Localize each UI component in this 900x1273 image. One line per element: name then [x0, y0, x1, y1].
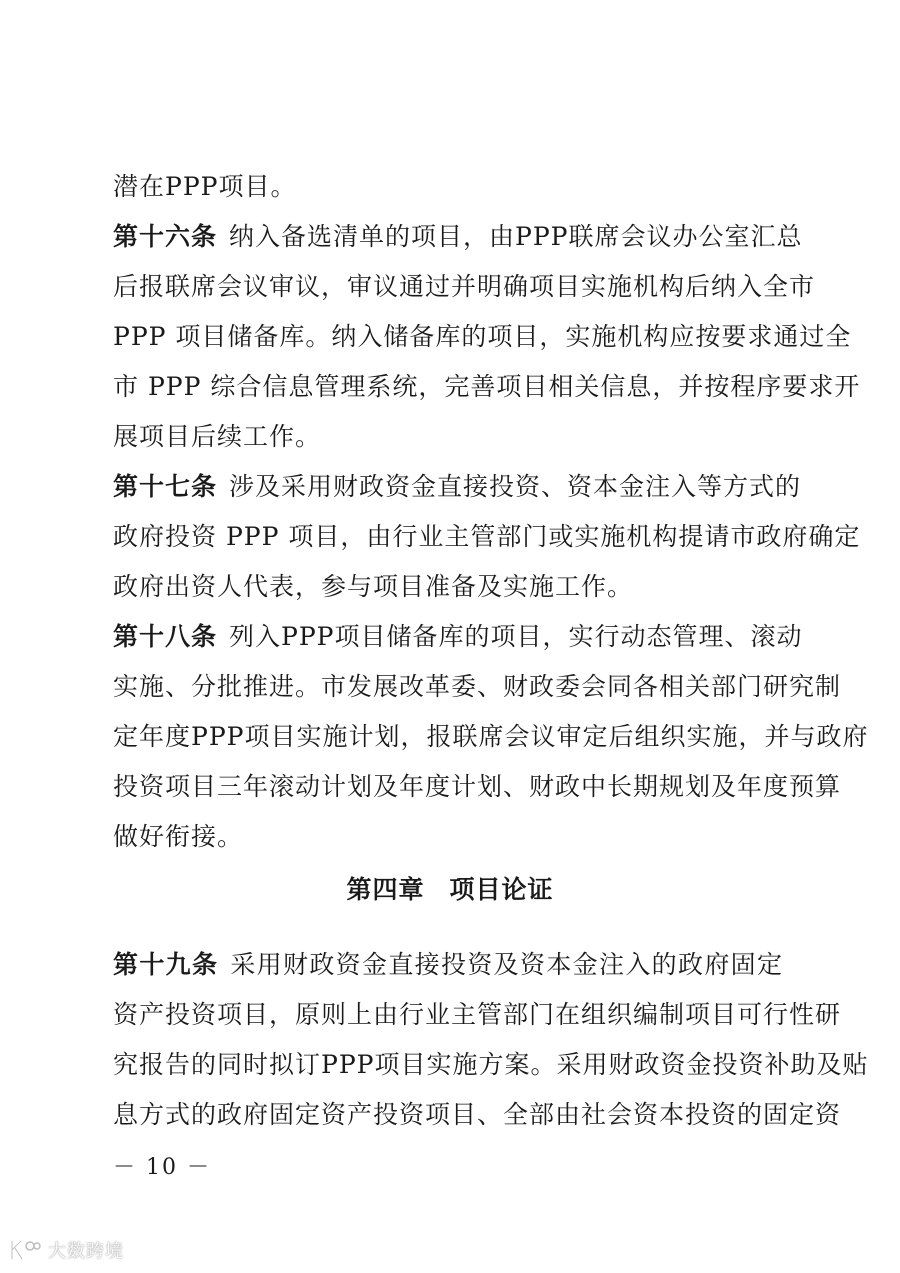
article-18-line: 第十八条 列入PPP项目储备库的项目，实行动态管理、滚动	[113, 622, 803, 651]
text-line: PPP 项目储备库。纳入储备库的项目，实施机构应按要求通过全	[113, 322, 852, 351]
text-line: 资产投资项目，原则上由行业主管部门在组织编制项目可行性研	[113, 1000, 842, 1029]
text-line: 投资项目三年滚动计划及年度计划、财政中长期规划及年度预算	[113, 772, 842, 801]
text-line: 息方式的政府固定资产投资项目、全部由社会资本投资的固定资	[113, 1100, 842, 1129]
text-line: 展项目后续工作。	[113, 422, 322, 451]
article-16-line: 第十六条 纳入备选清单的项目，由PPP联席会议办公室汇总	[113, 222, 803, 251]
text-line: 潜在PPP项目。	[113, 172, 297, 201]
text-line: 政府投资 PPP 项目，由行业主管部门或实施机构提请市政府确定	[113, 522, 861, 551]
text-line: 市 PPP 综合信息管理系统，完善项目相关信息，并按程序要求开	[113, 372, 861, 401]
article-heading: 第十八条	[113, 622, 218, 651]
article-17-line: 第十七条 涉及采用财政资金直接投资、资本金注入等方式的	[113, 472, 802, 501]
text-line: 政府出资人代表，参与项目准备及实施工作。	[113, 572, 634, 601]
watermark	[8, 1237, 124, 1263]
page-number: － 10 －	[113, 1155, 211, 1180]
k-logo-icon	[8, 1238, 42, 1262]
article-heading: 第十九条	[113, 950, 219, 979]
chapter-heading	[0, 868, 900, 912]
text-line: 做好衔接。	[113, 822, 244, 851]
article-heading: 第十六条	[113, 222, 218, 251]
text-line: 实施、分批推进。市发展改革委、财政委会同各相关部门研究制	[113, 672, 842, 701]
text-line: 后报联席会议审议，审议通过并明确项目实施机构后纳入全市	[113, 272, 816, 301]
chapter-number: 第四章	[346, 875, 425, 904]
chapter-title: 项目论证	[449, 875, 554, 904]
article-heading: 第十七条	[113, 472, 218, 501]
text-line: 定年度PPP项目实施计划，报联席会议审定后组织实施，并与政府	[113, 722, 869, 751]
text-line: 究报告的同时拟订PPP项目实施方案。采用财政资金投资补助及贴	[113, 1050, 869, 1079]
watermark-text: 大数跨境	[48, 1241, 124, 1262]
article-19-line: 第十九条 采用财政资金直接投资及资本金注入的政府固定	[113, 950, 783, 979]
